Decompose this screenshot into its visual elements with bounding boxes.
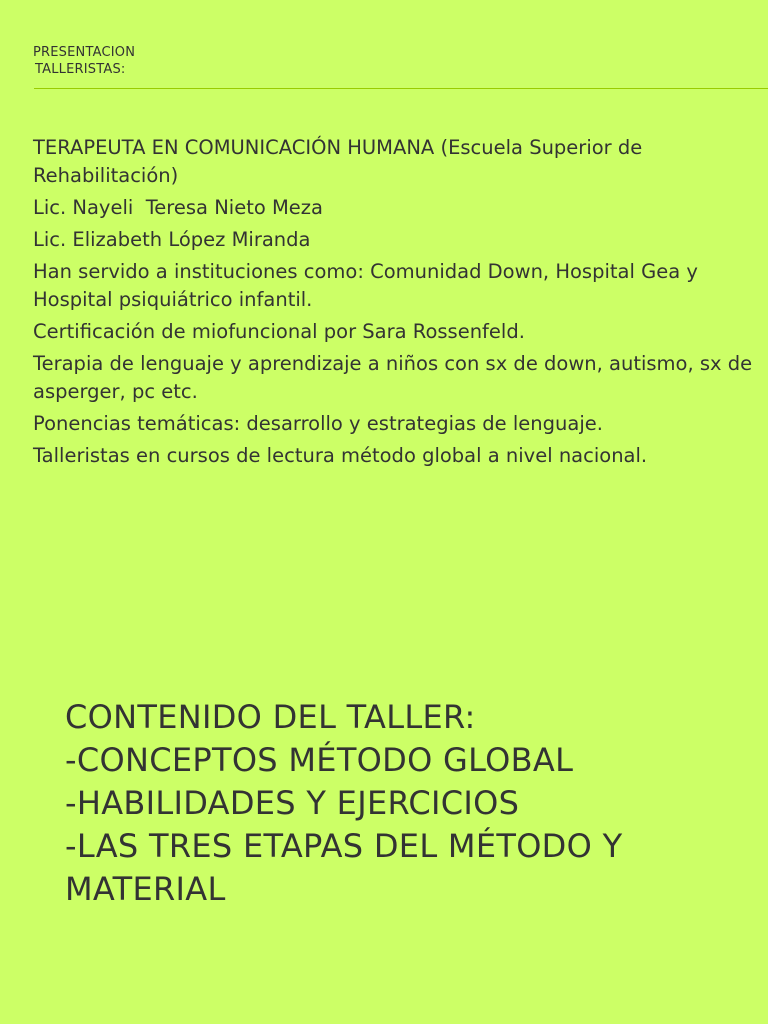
list-item: Lic. Elizabeth López Miranda (33, 228, 311, 251)
list-item: Ponencias temáticas: desarrollo y estrategias de lenguaje. (33, 412, 603, 435)
header-divider (34, 88, 768, 89)
list-item: Talleristas en cursos de lectura método global a nivel nacional. (33, 444, 648, 467)
list-item: Lic. Nayeli Teresa Nieto Meza (33, 196, 323, 219)
contents-line: -LAS TRES ETAPAS DEL MÉTODO Y MATERIAL (65, 827, 623, 908)
list-item: Certificación de miofuncional por Sara Rossenfeld. (33, 320, 525, 343)
header-title-line-1: PRESENTACION (33, 45, 136, 60)
list-item: Han servido a instituciones como: Comunidad Down, Hospital Gea y Hospital psiquiátrico infantil. (33, 260, 705, 311)
contents-line: -CONCEPTOS MÉTODO GLOBAL (65, 741, 574, 779)
presenters-list (33, 134, 759, 474)
slide-header (33, 44, 135, 78)
list-item: Terapia de lenguaje y aprendizaje a niños con sx de down, autismo, sx de asperger, pc etc. (33, 352, 759, 403)
contents-line: -HABILIDADES Y EJERCICIOS (65, 784, 520, 822)
list-item: TERAPEUTA EN COMUNICACIÓN HUMANA (Escuela Superior de Rehabilitación) (33, 136, 649, 187)
header-title-line-2: TALLERISTAS: (35, 62, 126, 77)
contents-heading: CONTENIDO DEL TALLER: (65, 698, 476, 736)
workshop-contents (65, 696, 755, 911)
